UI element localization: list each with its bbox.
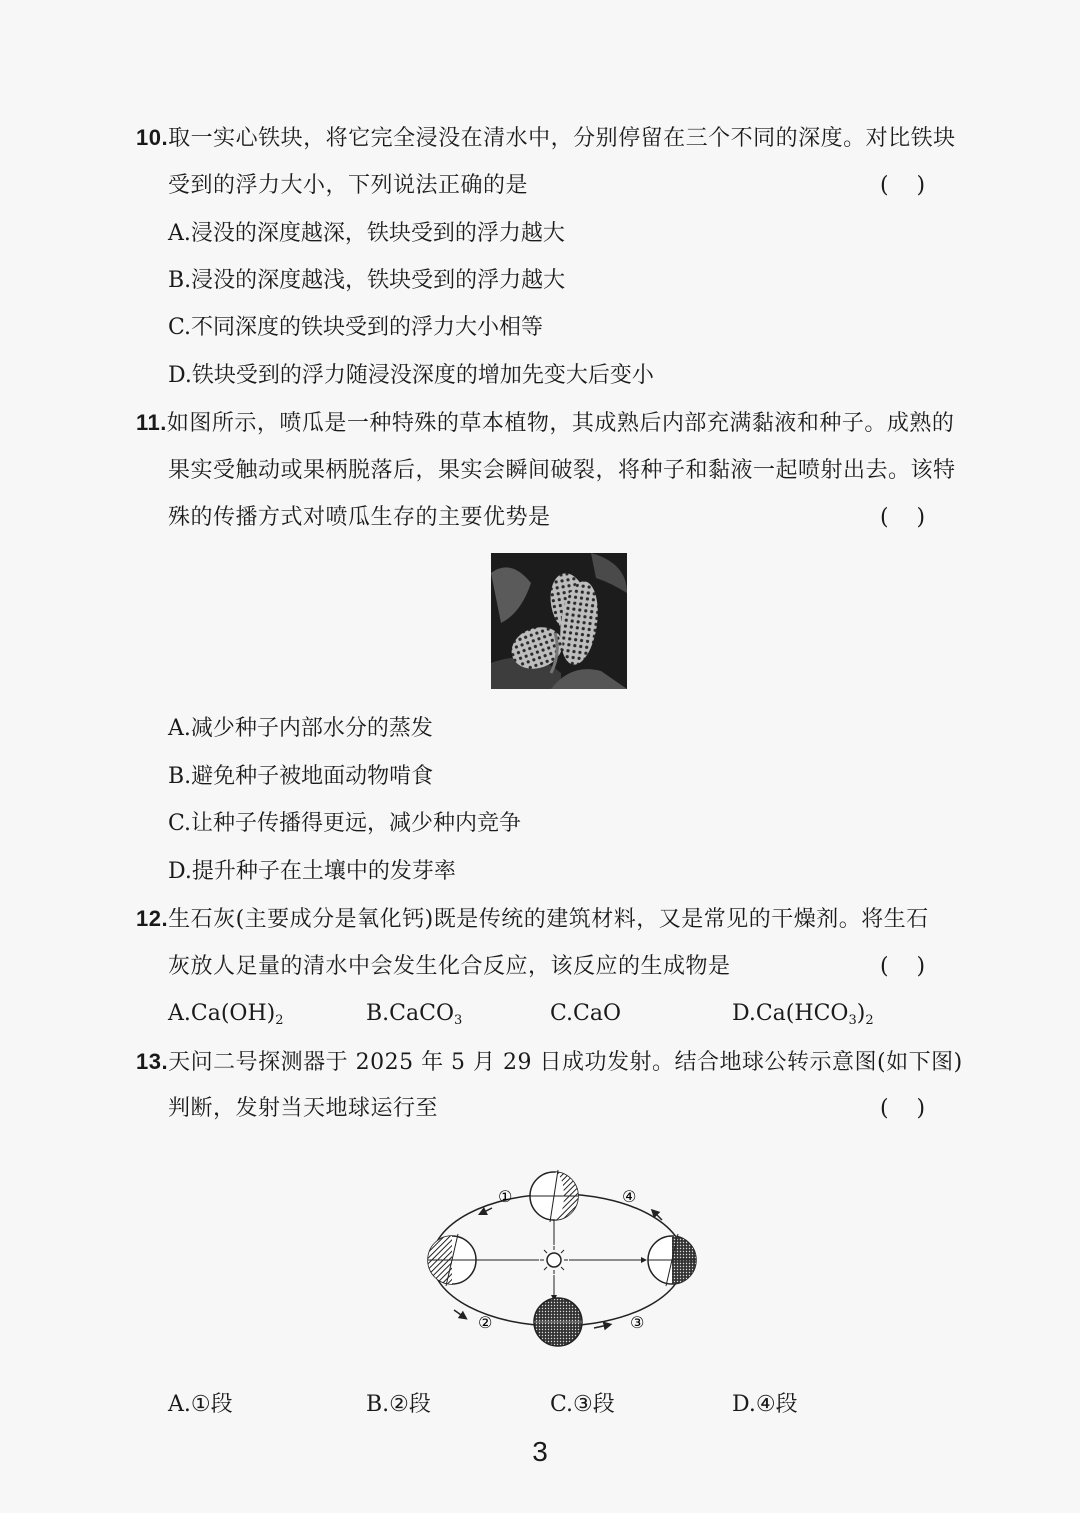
q10-number: 10.	[136, 125, 169, 150]
q13-number: 13.	[136, 1049, 169, 1074]
q12-option-b: B.CaCO$_3$	[366, 1001, 463, 1028]
q11-option-c: C.让种子传播得更远，减少种内竞争	[168, 811, 522, 836]
q13-line1: 13.天问二号探测器于 2025 年 5 月 29 日成功发射。结合地球公转示意图(如下图)	[136, 1049, 963, 1075]
q12-option-a: $A.Ca(OH)_2$	[168, 1001, 284, 1028]
segment-label-1: ①	[498, 1187, 513, 1206]
q11-line1: 11.如图所示，喷瓜是一种特殊的草本植物，其成熟后内部充满黏液和种子。成熟的	[136, 410, 955, 436]
earth-top	[530, 1170, 578, 1222]
q13-answer-paren: ( )	[880, 1096, 926, 1121]
q11-number: 11.	[136, 410, 167, 435]
q13-option-a: A.①段	[168, 1392, 233, 1417]
q12-option-c: C.CaO	[550, 1001, 622, 1026]
earth-bottom	[534, 1298, 582, 1346]
q12-answer-paren: ( )	[880, 954, 926, 979]
q12-option-d: $D.Ca(HCO_3)_2$	[732, 1001, 874, 1028]
earth-revolution-diagram	[418, 1160, 708, 1360]
q10-option-b: B.浸没的深度越浅，铁块受到的浮力越大	[168, 268, 566, 293]
q11-line3: 殊的传播方式对喷瓜生存的主要优势是	[168, 505, 551, 530]
segment-label-2: ②	[478, 1313, 493, 1332]
q10-answer-paren: ( )	[880, 173, 926, 198]
squirting-cucumber-image	[491, 553, 627, 689]
q13-option-c: C.③段	[550, 1392, 615, 1417]
orbit-arrow	[482, 1208, 492, 1213]
q10-option-c: C.不同深度的铁块受到的浮力大小相等	[168, 315, 544, 340]
q11-option-a: A.减少种子内部水分的蒸发	[168, 716, 433, 741]
q10-line2: 受到的浮力大小，下列说法正确的是	[168, 173, 529, 198]
squirting-cucumber-photo	[491, 553, 627, 689]
q10-line1: 10.取一实心铁块，将它完全浸没在清水中，分别停留在三个不同的深度。对比铁块	[136, 125, 956, 151]
q12-line1: 12.生石灰(主要成分是氧化钙)既是传统的建筑材料，又是常见的干燥剂。将生石	[136, 906, 929, 932]
orbit-arrow	[454, 1310, 464, 1317]
q11-line2: 果实受触动或果柄脱落后，果实会瞬间破裂，将种子和黏液一起喷射出去。该特	[168, 458, 956, 483]
q10-option-a: A.浸没的深度越深，铁块受到的浮力越大	[168, 221, 565, 246]
segment-label-3: ③	[630, 1313, 645, 1332]
q13-option-b: B.②段	[366, 1392, 431, 1417]
q11-answer-paren: ( )	[880, 505, 926, 530]
q12-line2: 灰放人足量的清水中会发生化合反应，该反应的生成物是	[168, 954, 731, 979]
q13-option-d: D.④段	[732, 1392, 798, 1417]
earth-left	[428, 1234, 476, 1286]
segment-label-4: ④	[622, 1187, 637, 1206]
q12-number: 12.	[136, 906, 169, 931]
page-number: 3	[532, 1436, 548, 1467]
q13-line2: 判断，发射当天地球运行至	[168, 1096, 439, 1121]
q10-option-d: D.铁块受到的浮力随浸没深度的增加先变大后变小	[168, 363, 654, 388]
q11-option-d: D.提升种子在土壤中的发芽率	[168, 859, 456, 884]
earth-right	[648, 1234, 696, 1286]
orbit-arrow	[594, 1325, 608, 1328]
sun-icon	[540, 1246, 568, 1274]
q11-option-b: B.避免种子被地面动物啃食	[168, 764, 434, 789]
